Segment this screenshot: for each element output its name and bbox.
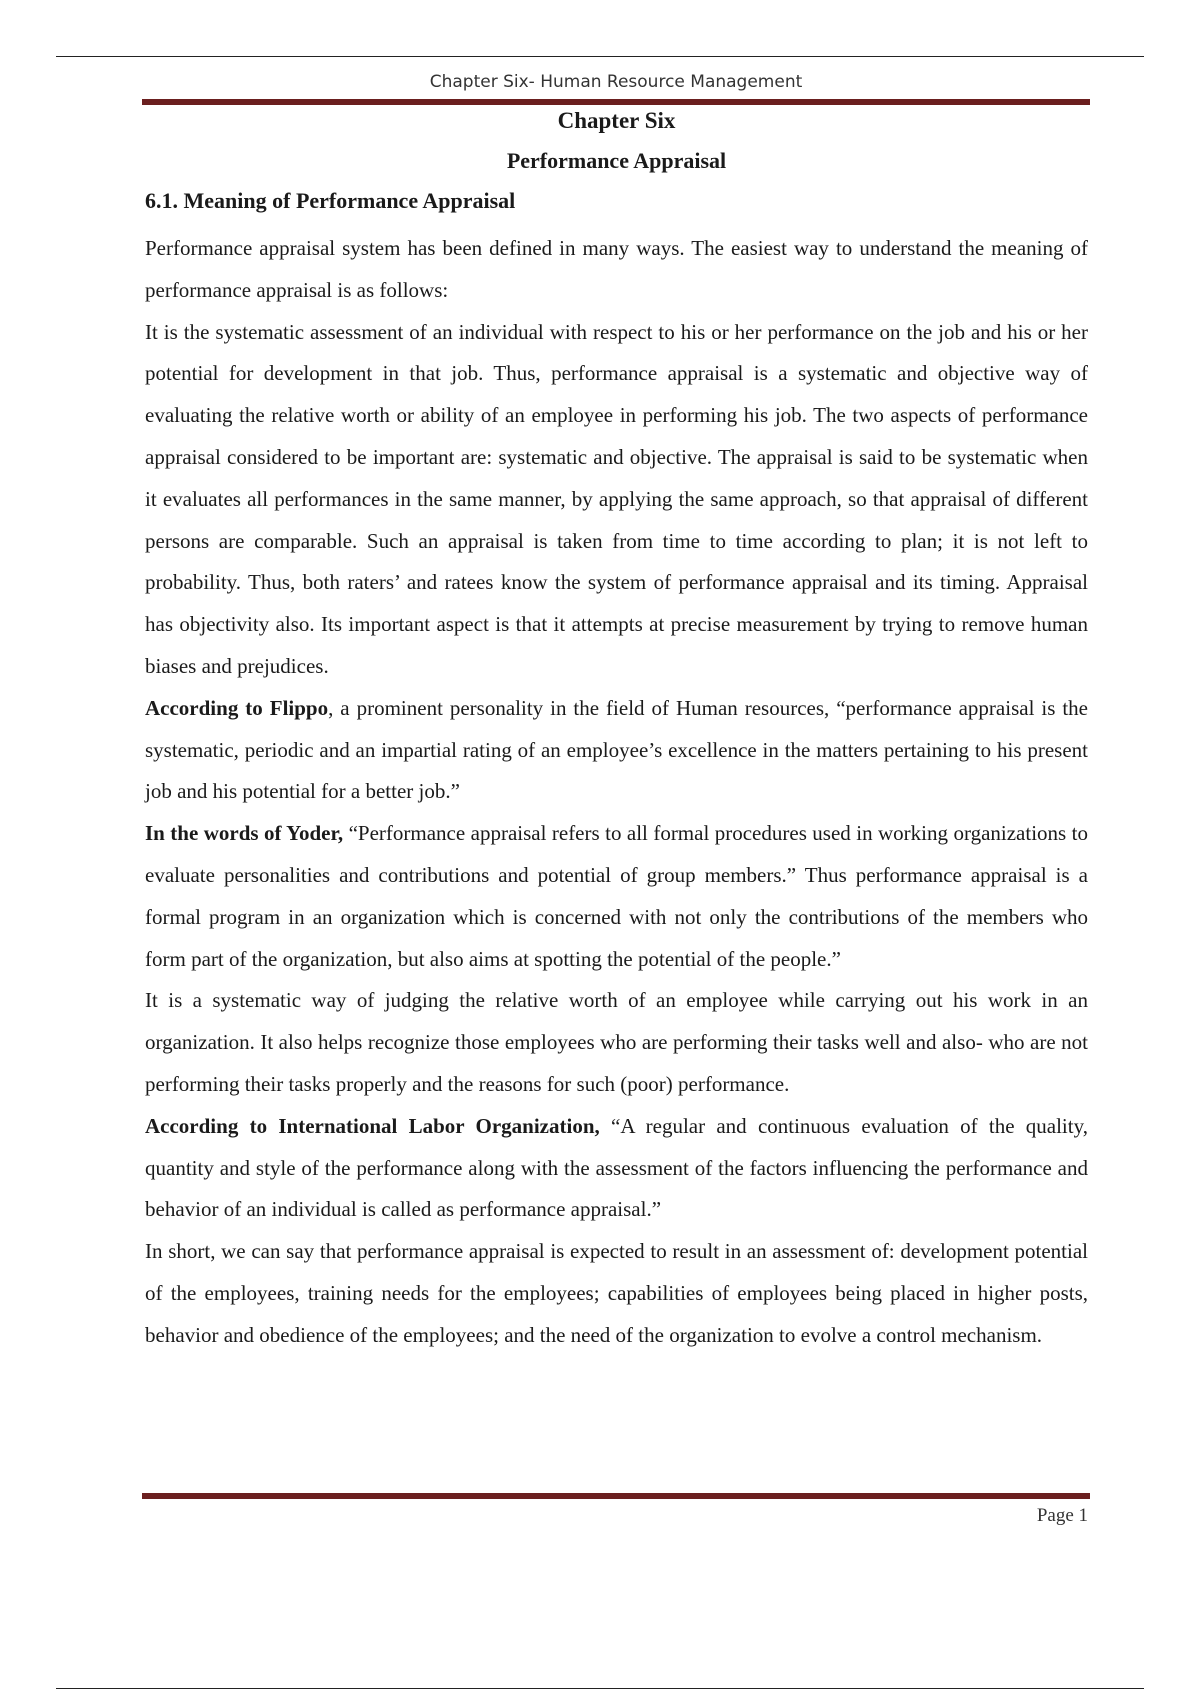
page-bottom-border xyxy=(56,1688,1144,1689)
ilo-lead: According to International Labor Organization, xyxy=(145,1113,600,1138)
document-body xyxy=(145,106,1088,1357)
flippo-body: , a prominent personality in the field of Human resources, “performance appraisal is the systematic, periodic and an impartial rating of an employee’s excellence in the matters pertaining to his present job and his potential for a better job.” xyxy=(145,695,1088,804)
header-divider xyxy=(142,99,1090,105)
subsection-heading: 6.1. Meaning of Performance Appraisal xyxy=(145,188,516,213)
paragraph-relative-worth: It is a systematic way of judging the relative worth of an employee while carrying out his work in an organization. It also helps recognize those employees who are performing their tasks well and also- who are not performing their tasks properly and the reasons for such (poor) performance. xyxy=(145,988,1088,1096)
paragraph-flippo xyxy=(145,688,1088,813)
ilo-body: “A regular and continuous evaluation of the quality, quantity and style of the performance along with the assessment of the factors influencing the performance and behavior of an individual is called as performance appraisal.” xyxy=(145,1113,1088,1222)
section-title: Performance Appraisal xyxy=(506,148,727,173)
yoder-body: “Performance appraisal refers to all formal procedures used in working organizations to evaluate personalities and contributions and potential of group members.” Thus performance appraisal is a formal program in an organization which is concerned with not only the contributions of the members who form part of the organization, but also aims at spotting the potential of the people.” xyxy=(145,821,1088,971)
page-number: Page 1 xyxy=(1036,1505,1088,1526)
flippo-lead: According to Flippo xyxy=(145,695,329,720)
running-header: Chapter Six- Human Resource Management xyxy=(429,72,803,92)
paragraph-ilo xyxy=(145,1106,1088,1231)
paragraph-intro: Performance appraisal system has been defined in many ways. The easiest way to understand the meaning of performance appraisal is as follows: xyxy=(145,236,1088,302)
page-top-border xyxy=(56,56,1144,57)
footer-divider xyxy=(142,1493,1090,1499)
paragraph-yoder xyxy=(145,813,1088,980)
chapter-title: Chapter Six xyxy=(557,108,676,133)
paragraph-summary: In short, we can say that performance appraisal is expected to result in an assessment of: development potential of the employees, training needs for the employees; capabilities of employees being placed in higher posts, behavior and obedience of the employees; and the need of the organization to evolve a control mechanism. xyxy=(145,1239,1088,1347)
yoder-lead: In the words of Yoder, xyxy=(145,821,344,846)
paragraph-systematic-assessment: It is the systematic assessment of an individual with respect to his or her performance on the job and his or her potential for development in that job. Thus, performance appraisal is a systematic and objective way of evaluating the relative worth or ability of an employee in performing his job. The two aspects of performance appraisal considered to be important are: systematic and objective. The appraisal is said to be systematic when it evaluates all performances in the same manner, by applying the same approach, so that appraisal of different persons are comparable. Such an appraisal is taken from time to time according to plan; it is not left to probability. Thus, both raters’ and ratees know the system of performance appraisal and its timing. Appraisal has objectivity also. Its important aspect is that it attempts at precise measurement by trying to remove human biases and prejudices. xyxy=(145,319,1088,678)
